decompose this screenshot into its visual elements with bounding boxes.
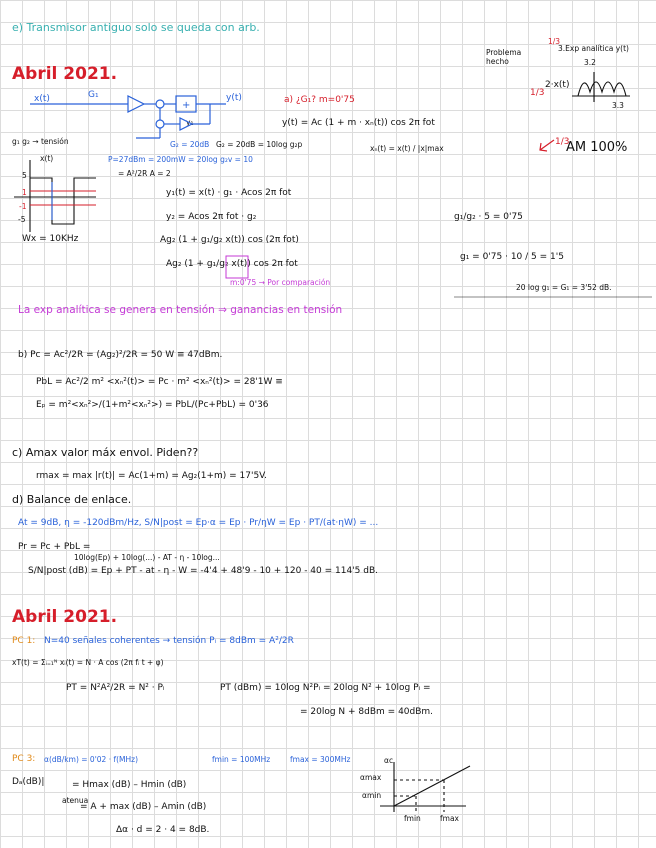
plot-x-max-label: fmax (440, 814, 459, 823)
waveform-tick-m5: -5 (18, 215, 26, 224)
margin-note-right: 3.Exp analítica y(t) (558, 44, 629, 53)
amplitude-equation: = A²/2R A = 2 (118, 169, 171, 178)
part-d-line-3: Pr = Pc + PbL = (18, 542, 91, 552)
amplifier-g2-triangle (180, 118, 192, 130)
g1-equation: g₁ = 0'75 · 10 / 5 = 1'5 (460, 252, 564, 262)
y1-equation: y₁(t) = x(t) · g₁ · Acos 2π fot (166, 188, 292, 198)
pc1-pt: PT = N²A²/2R = N² · Pᵢ (66, 683, 165, 693)
pc3-line-1: = Hmax (dB) – Hmin (dB) (72, 780, 187, 790)
top-note: e) Transmisor antiguo solo se queda con arb. (12, 21, 260, 34)
margin-signal-label: 3.3 (612, 101, 624, 110)
margin-signal-sketch (572, 72, 630, 102)
pc3-label: PC 3: (12, 754, 36, 764)
ag2-equation: Ag₂ (1 + g₁/g₂ x(t)) cos (2π fot) (160, 235, 299, 245)
pc1-text: N=40 señales coherentes → tensión Pᵢ = 8dBm = A²/2R (44, 636, 294, 646)
oscillator-node (156, 120, 164, 128)
magenta-note: La exp analítica se genera en tensión ⇒ ganancias en tensión (18, 304, 343, 316)
pc1-dbm: PT (dBm) = 10log N²Pᵢ = 20log N² + 10log Pᵢ = (220, 683, 431, 693)
margin-note-left: Problema hecho (486, 48, 522, 66)
pc1-label: PC 1: (12, 636, 36, 646)
block-g2-label: G₂ = 20dB (170, 140, 210, 149)
amplifier-g1-triangle (128, 96, 144, 112)
score-left: 1/3 (530, 88, 545, 98)
pc3-d: Dₐ(dB)| (12, 777, 45, 787)
plot-y-min-label: αmin (362, 791, 382, 800)
block-in-label: x(t) (34, 94, 50, 104)
part-d-line-1: d) Balance de enlace. (12, 493, 132, 506)
g-ratio-box (226, 256, 248, 278)
waveform-sketch (14, 160, 96, 232)
ratio-equation: g₁/g₂ · 5 = 0'75 (454, 212, 523, 222)
waveform-x-label: x(t) (40, 154, 54, 163)
waveform-tick-1: 1 (22, 188, 27, 197)
waveform-tick-m1: -1 (19, 202, 27, 211)
pc3-plot (380, 762, 470, 812)
waveform-square (30, 178, 96, 224)
g1-db-equation: 20 log g₁ = G₁ = 3'52 dB. (516, 283, 612, 292)
am-arrow (540, 140, 554, 151)
g-tension-note: g₁ g₂ → tensión (12, 137, 69, 146)
question-a: a) ¿G₁? m=0'75 (284, 95, 355, 105)
part-b-line-2: PbL = Ac²/2 m² <xₙ²(t)> = Pc · m² <xₙ²(t)> = 28'1W ≡ (36, 377, 283, 387)
part-d-line-3b: 10log(Ep) + 10log(...) - AT - η - 10log... (74, 553, 220, 562)
pc3-line-3: Δα · d = 2 · 4 = 8dB. (116, 825, 210, 835)
am-note: AM 100% (566, 140, 628, 155)
comparison-note: m:0'75 → Por comparación (230, 278, 331, 287)
block-g1-label: G₁ (88, 90, 99, 100)
pc3-text: α(dB/km) = 0'02 · f(MHz) (44, 755, 138, 764)
pc3-d-sub: atenua (62, 796, 89, 805)
summing-node (156, 100, 164, 108)
g2-equation: G₂ = 20dB = 10log g₂p (216, 140, 303, 149)
pc3-fmax: fmax = 300MHz (290, 755, 351, 764)
part-d-line-4: S/N|post (dB) = Ep + PT - at - η - W = -4'4 + 48'9 - 10 + 120 - 40 = 114'5 dB. (28, 566, 379, 576)
margin-wave (578, 82, 626, 96)
svg-text:+: + (182, 100, 191, 111)
plot-x-min-label: fmin (404, 814, 421, 823)
y2-equation: y₂ = Acos 2π fot · g₂ (166, 212, 257, 222)
power-equation: P=27dBm = 200mW = 20log g₂v = 10 (108, 155, 253, 164)
score-fraction: 1/3 (548, 37, 561, 46)
pc3-line-2: = A + max (dB) – Amin (dB) (80, 802, 207, 812)
plot-y-max-label: αmax (360, 773, 382, 782)
score-second: 1/3 (555, 137, 570, 147)
wx-label: Wx = 10KHz (22, 234, 79, 244)
block-out-label: y(t) (226, 93, 242, 103)
ag2-equation-2: Ag₂ (1 + g₁/g₂ x(t)) cos 2π fot (166, 259, 298, 269)
block-diagram (30, 96, 226, 138)
pc1-sum: xT(t) = Σᵢ₌₁ᴺ xᵢ(t) = N · A cos (2π fᵢ t + φ) (12, 658, 164, 667)
part-b-line-1: b) Pc = Ac²/2R = (Ag₂)²/2R = 50 W ≡ 47dBm. (18, 350, 223, 360)
section-title-abril-2: Abril 2021. (12, 607, 118, 627)
waveform-tick-5: 5 (22, 171, 27, 180)
part-d-line-2: At = 9dB, η = -120dBm/Hz, S/N|post = Ep·α = Ep · Pr/ηW = Ep · PT/(at·ηW) = ... (18, 518, 379, 528)
y-equation: y(t) = Ac (1 + m · xₙ(t)) cos 2π fot (282, 118, 435, 128)
part-c-line-2: rmax = max |r(t)| = Ac(1+m) = Ag₂(1+m) = 17'5V. (36, 471, 268, 481)
pc3-fmin: fmin = 100MHz (212, 755, 271, 764)
part-c-line-1: c) Amax valor máx envol. Piden?? (12, 446, 199, 459)
plot-y-axis-label: αc (384, 756, 394, 765)
margin-formula: 2·x(t) (545, 80, 570, 90)
pc1-result: = 20log N + 8dBm = 40dBm. (300, 707, 434, 717)
xn-equation: xₙ(t) = x(t) / |x|max (370, 144, 444, 153)
plot-attenuation-line (394, 766, 470, 806)
section-title-abril-1: Abril 2021. (12, 64, 118, 84)
margin-note-ref: 3.2 (584, 58, 596, 67)
part-b-line-3: Eₚ = m²<xₙ²>/(1+m²<xₙ²>) = PbL/(Pc+PbL) = 0'36 (36, 400, 269, 410)
block-y1-label: y₁ (186, 118, 194, 127)
